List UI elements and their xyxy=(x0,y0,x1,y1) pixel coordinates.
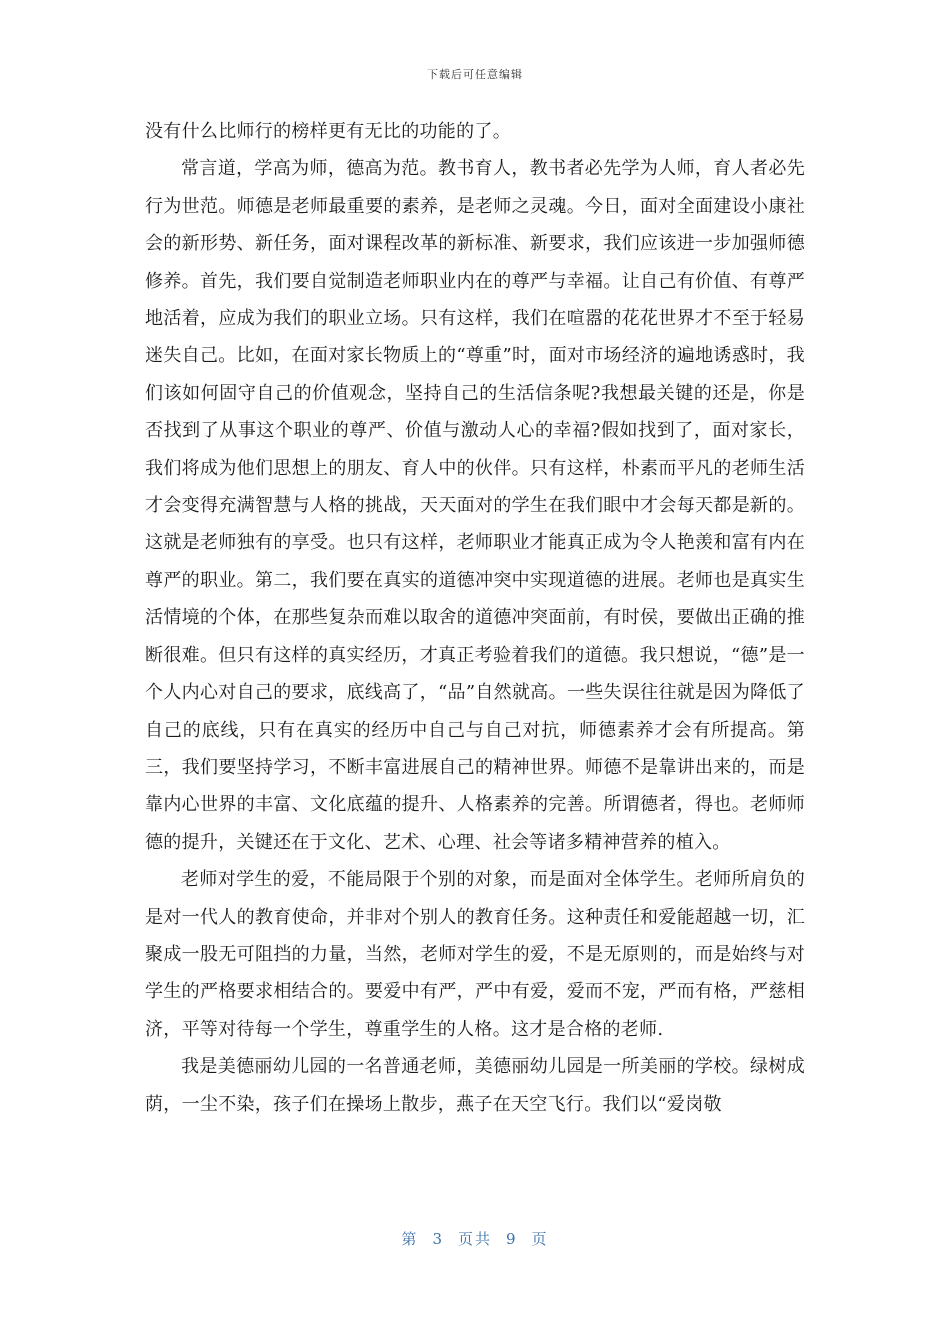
paragraph-continuation: 没有什么比师行的榜样更有无比的功能的了。 xyxy=(145,121,511,142)
paragraph-kindergarten: 我是美德丽幼儿园的一名普通老师，美德丽幼儿园是一所美丽的学校。绿树成荫，一尘不染，孩子们在操场上散步，燕子在天空飞行。我们以“爱岗敬 xyxy=(145,1056,805,1115)
total-page-count: 9 xyxy=(506,1230,518,1248)
page-footer xyxy=(0,1228,950,1249)
footer-suffix: 页 xyxy=(531,1230,549,1248)
current-page-number: 3 xyxy=(432,1230,444,1248)
paragraph-teacher-love: 老师对学生的爱，不能局限于个别的对象，而是面对全体学生。老师所肩负的是对一代人的教育使命，并非对个别人的教育任务。这种责任和爱能超越一切，汇聚成一股无可阻挡的力量，当然，老师对学生的爱，不是无原则的，而是始终与对学生的严格要求相结合的。要爱中有严，严中有爱，爱而不宠，严而有格，严慈相济，平等对待每一个学生，尊重学生的人格。这才是合格的老师. xyxy=(145,869,805,1040)
page-header: 下载后可任意编辑 xyxy=(427,68,523,81)
footer-middle: 页共 xyxy=(457,1230,492,1248)
document-body xyxy=(145,113,805,1123)
footer-prefix: 第 xyxy=(401,1230,419,1248)
paragraph-teacher-ethics: 常言道，学高为师，德高为范。教书育人，教书者必先学为人师，育人者必先行为世范。师德是老师最重要的素养，是老师之灵魂。今日，面对全面建设小康社会的新形势、新任务，面对课程改革的新标准、新要求，我们应该进一步加强师德修养。首先，我们要自觉制造老师职业内在的尊严与幸福。让自己有价值、有尊严地活着，应成为我们的职业立场。只有这样，我们在喧嚣的花花世界才不至于轻易迷失自己。比如，在面对家长物质上的“尊重”时，面对市场经济的遍地诱惑时，我们该如何固守自己的价值观念，坚持自己的生活信条呢?我想最关键的还是，你是否找到了从事这个职业的尊严、价值与激动人心的幸福?假如找到了，面对家长，我们将成为他们思想上的朋友、育人中的伙伴。只有这样，朴素而平凡的老师生活才会变得充满智慧与人格的挑战，天天面对的学生在我们眼中才会每天都是新的。这就是老师独有的享受。也只有这样，老师职业才能真正成为令人艳羡和富有内在尊严的职业。第二，我们要在真实的道德冲突中实现道德的进展。老师也是真实生活情境的个体，在那些复杂而难以取舍的道德冲突面前，有时侯，要做出正确的推断很难。但只有这样的真实经历，才真正考验着我们的道德。我只想说，“德”是一个人内心对自己的要求，底线高了，“品”自然就高。一些失误往往就是因为降低了自己的底线，只有在真实的经历中自己与自己对抗，师德素养才会有所提高。第三，我们要坚持学习，不断丰富进展自己的精神世界。师德不是靠讲出来的，而是靠内心世界的丰富、文化底蕴的提升、人格素养的完善。所谓德者，得也。老师师德的提升，关键还在于文化、艺术、心理、社会等诸多精神营养的植入。 xyxy=(145,158,805,853)
